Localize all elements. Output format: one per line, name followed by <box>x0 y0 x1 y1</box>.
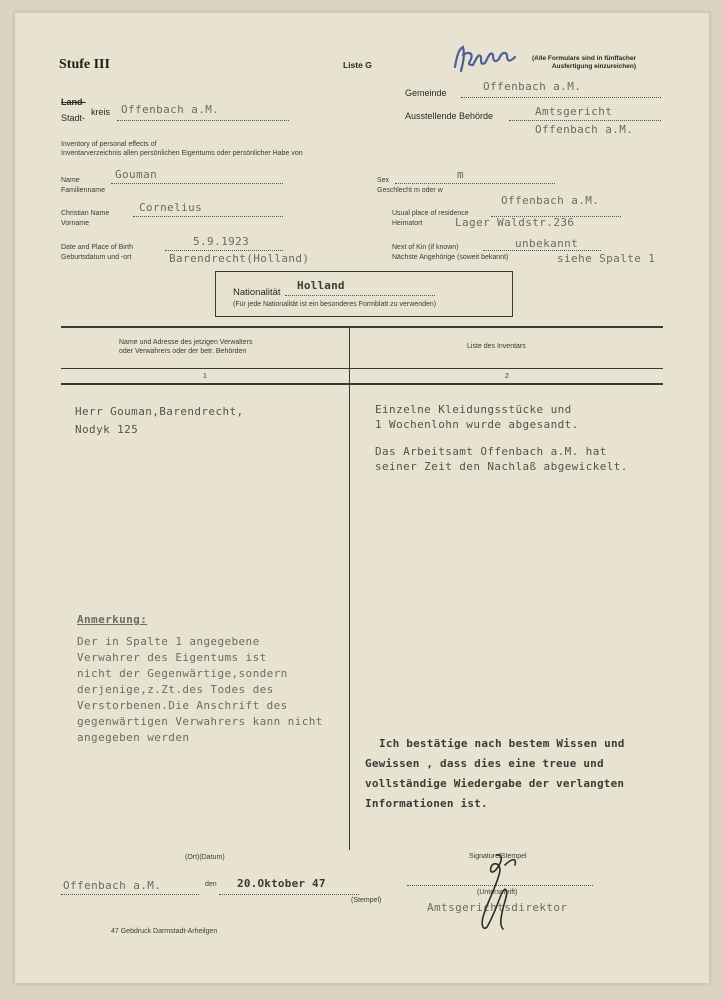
stamp-label: (Stempel) <box>351 897 382 904</box>
signer-title: Amtsgerichtsdirektor <box>427 901 568 914</box>
copies-note: (Alle Formulare sind in fünffacher Ausfertigung einzureichen) <box>532 55 637 70</box>
sex-en-label: Sex <box>377 177 390 184</box>
land-label: Land- <box>61 97 86 107</box>
birth-date-value: 5.9.1923 <box>193 235 250 248</box>
table-column-divider <box>349 326 350 850</box>
remark-line-1: Der in Spalte 1 angegebene <box>77 635 260 648</box>
form-stage-title: Stufe III <box>59 57 110 72</box>
kin-value-1: unbekannt <box>515 237 579 250</box>
remark-line-7: angegeben werden <box>77 731 190 744</box>
col1-number: 1 <box>203 373 207 380</box>
name-de-label: Familienname <box>61 187 105 194</box>
inventory-line-3: Das Arbeitsamt Offenbach a.M. hat <box>375 445 607 458</box>
name-value: Gouman <box>115 168 158 181</box>
list-label: Liste G <box>343 60 372 70</box>
gemeinde-label: Gemeinde <box>405 88 447 98</box>
birth-de-label: Geburtsdatum und -ort <box>61 254 132 261</box>
custodian-entry-line-2: Nodyk 125 <box>75 423 139 436</box>
place-value: Offenbach a.M. <box>63 879 162 892</box>
gemeinde-value: Offenbach a.M. <box>483 80 582 93</box>
inventory-en-label: Inventory of personal effects of <box>61 141 157 148</box>
confirmation-line-3: vollständige Wiedergabe der verlangten <box>365 777 625 790</box>
document-page <box>14 12 710 984</box>
col1-header-line-2: oder Verwahrers oder der betr. Behörden <box>119 348 247 355</box>
date-value: 20.Oktober 47 <box>237 877 326 890</box>
sex-line <box>395 183 555 184</box>
inventory-line-4: seiner Zeit den Nachlaß abgewickelt. <box>375 460 628 473</box>
christian-name-value: Cornelius <box>139 201 203 214</box>
residence-value-1: Offenbach a.M. <box>501 194 600 207</box>
sex-de-label: Geschlecht m oder w <box>377 187 443 194</box>
kin-en-label: Next of Kin (if known) <box>392 244 459 251</box>
date-line <box>219 894 359 895</box>
den-label: den <box>205 881 217 888</box>
remark-title: Anmerkung: <box>77 613 148 626</box>
place-line <box>61 894 199 895</box>
printer-imprint: 47 Gebdruck Darmstadt-Arheilgen <box>111 928 218 935</box>
col1-header-line-1: Name und Adresse des jetzigen Verwalters <box>119 339 253 346</box>
christian-name-en-label: Christian Name <box>61 210 110 217</box>
kreis-line <box>117 120 289 121</box>
kin-de-label: Nächste Angehörige (soweit bekannt) <box>392 254 509 261</box>
kreis-value: Offenbach a.M. <box>121 103 220 116</box>
remark-line-3: nicht der Gegenwärtige,sondern <box>77 667 288 680</box>
table-number-rule <box>61 383 663 385</box>
christian-name-line <box>133 216 283 217</box>
remark-line-4: derjenige,z.Zt.des Todes des <box>77 683 274 696</box>
signature-stamp-label: Signature/Stempel <box>469 853 527 860</box>
place-date-label: (Ort)(Datum) <box>185 854 225 861</box>
sex-value: m <box>457 168 465 181</box>
col2-header: Liste des Inventars <box>467 343 526 350</box>
inventory-line-1: Einzelne Kleidungsstücke und <box>375 403 572 416</box>
residence-value-2: Lager Waldstr.236 <box>455 216 575 229</box>
stadt-label: Stadt- <box>61 113 86 123</box>
nationality-label: Nationalität <box>233 287 281 298</box>
table-header-rule <box>61 368 663 369</box>
name-line <box>111 183 283 184</box>
name-en-label: Name <box>61 177 80 184</box>
residence-de-label: Heimatort <box>392 220 423 227</box>
confirmation-line-1: Ich bestätige nach bestem Wissen und <box>379 737 625 750</box>
nationality-note: (Für jede Nationalität ist ein besonderes Formblatt zu verwenden) <box>233 301 437 308</box>
table-top-rule <box>61 326 663 328</box>
remark-line-6: gegenwärtigen Verwahrers kann nicht <box>77 715 323 728</box>
nationality-value: Holland <box>297 279 345 292</box>
birth-place-value: Barendrecht(Holland) <box>169 252 310 265</box>
authority-value-2: Offenbach a.M. <box>535 123 634 136</box>
residence-en-label: Usual place of residence <box>392 210 469 217</box>
inventory-line-2: 1 Wochenlohn wurde abgesandt. <box>375 418 579 431</box>
birth-line <box>165 250 283 251</box>
authority-line <box>509 120 661 121</box>
birth-en-label: Date and Place of Birth <box>61 244 133 251</box>
gemeinde-line <box>461 97 661 98</box>
inventory-de-label: Inventarverzeichnis allen persönlichen Eigentums oder persönlicher Habe von <box>61 150 303 157</box>
custodian-entry-line-1: Herr Gouman,Barendrecht, <box>75 405 244 418</box>
authority-value-1: Amtsgericht <box>535 105 613 118</box>
handwritten-signature <box>453 845 543 946</box>
confirmation-line-2: Gewissen , dass dies eine treue und <box>365 757 604 770</box>
remark-line-5: Verstorbenen.Die Anschrift des <box>77 699 288 712</box>
signature-caption: (Unterschrift) <box>477 889 518 896</box>
kin-line <box>483 250 601 251</box>
kreis-label: kreis <box>91 107 111 117</box>
christian-name-de-label: Vorname <box>61 220 90 227</box>
nationality-line <box>285 295 435 296</box>
kin-value-2: siehe Spalte 1 <box>557 252 656 265</box>
remark-line-2: Verwahrer des Eigentums ist <box>77 651 267 664</box>
handwritten-initials-mark <box>451 41 521 80</box>
authority-label: Ausstellende Behörde <box>405 111 494 121</box>
col2-number: 2 <box>505 373 509 380</box>
confirmation-line-4: Informationen ist. <box>365 797 488 810</box>
